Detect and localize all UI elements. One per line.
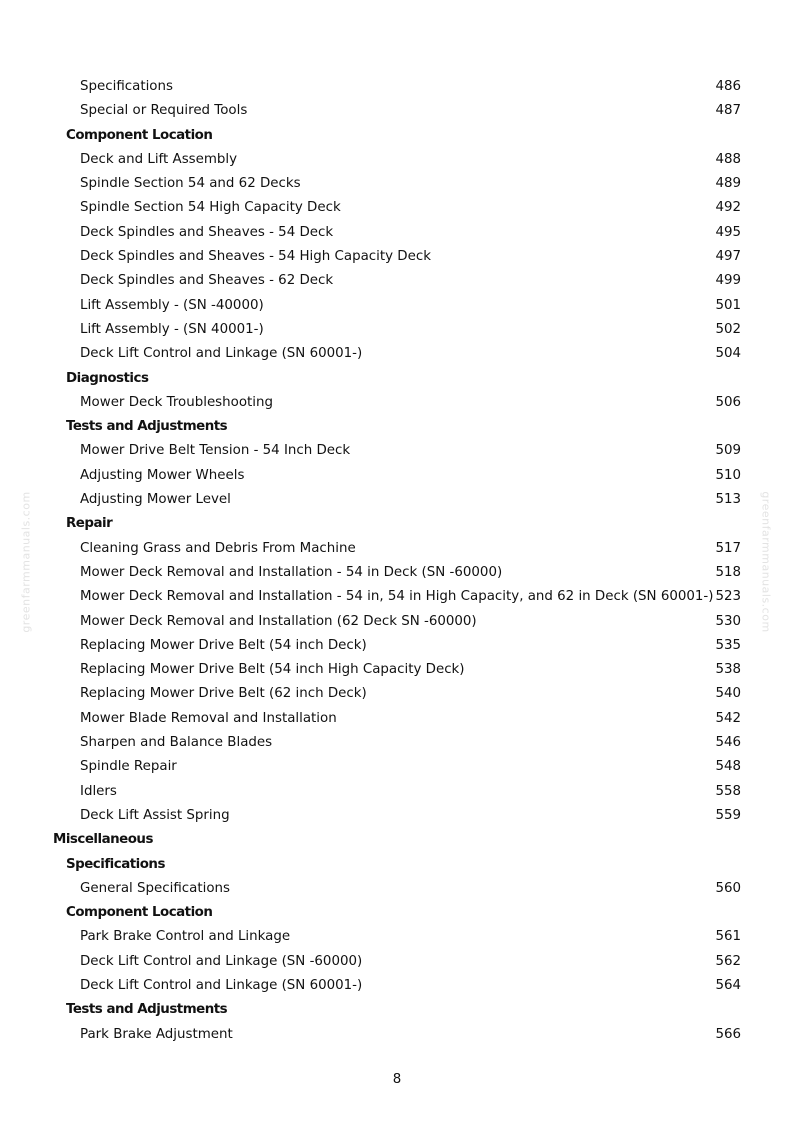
- toc-entry-title: Deck Lift Assist Spring: [80, 807, 230, 823]
- toc-entry[interactable]: [0, 196, 794, 220]
- toc-entry-title: Miscellaneous: [53, 832, 153, 848]
- toc-entry-page-number: 492: [715, 200, 741, 216]
- toc-entry[interactable]: [0, 342, 794, 366]
- toc-entry-title: Replacing Mower Drive Belt (54 inch High Capacity Deck): [80, 662, 465, 678]
- toc-entry-page-number: 501: [715, 297, 741, 313]
- toc-entry[interactable]: [0, 950, 794, 974]
- toc-entry-page-number: 566: [715, 1026, 741, 1042]
- toc-entry-title: Specifications: [80, 79, 173, 94]
- toc-subsection-heading: [0, 367, 794, 391]
- toc-entry[interactable]: [0, 755, 794, 779]
- toc-entry-title: Mower Deck Removal and Installation - 54 in, 54 in High Capacity, and 62 in Deck (SN 60001-): [80, 589, 714, 605]
- toc-entry-title: Special or Required Tools: [80, 103, 248, 119]
- toc-entry-page-number: 542: [715, 710, 741, 726]
- table-of-contents: [0, 75, 794, 1047]
- toc-entry-page-number: 502: [715, 321, 741, 337]
- toc-entry[interactable]: [0, 245, 794, 269]
- toc-entry[interactable]: [0, 634, 794, 658]
- toc-entry-page-number: 513: [715, 492, 741, 508]
- toc-entry[interactable]: [0, 925, 794, 949]
- toc-section-heading: [0, 828, 794, 852]
- toc-entry-page-number: 518: [715, 564, 741, 580]
- toc-entry[interactable]: [0, 269, 794, 293]
- toc-entry-page-number: 497: [715, 249, 741, 265]
- toc-entry[interactable]: [0, 464, 794, 488]
- toc-entry-page-number: 535: [715, 637, 741, 653]
- toc-entry[interactable]: [0, 682, 794, 706]
- toc-entry-title: Replacing Mower Drive Belt (62 inch Deck): [80, 686, 367, 702]
- toc-entry-page-number: 489: [715, 176, 741, 192]
- toc-subsection-heading: [0, 512, 794, 536]
- toc-entry-title: Mower Deck Removal and Installation (62 Deck SN -60000): [80, 613, 477, 629]
- toc-entry-title: Deck Lift Control and Linkage (SN 60001-): [80, 977, 363, 993]
- toc-entry-page-number: 510: [715, 467, 741, 483]
- toc-entry[interactable]: [0, 537, 794, 561]
- toc-entry-page-number: 509: [715, 443, 741, 459]
- toc-entry-page-number: 517: [715, 540, 741, 556]
- toc-entry-title: Tests and Adjustments: [66, 1002, 228, 1018]
- toc-entry[interactable]: [0, 439, 794, 463]
- toc-entry[interactable]: [0, 294, 794, 318]
- toc-entry-title: Repair: [66, 516, 113, 532]
- toc-subsection-heading: [0, 998, 794, 1022]
- toc-entry[interactable]: [0, 585, 794, 609]
- toc-entry-page-number: 523: [715, 589, 741, 605]
- toc-entry-page-number: 558: [715, 783, 741, 799]
- toc-subsection-heading: [0, 901, 794, 925]
- toc-entry-title: Adjusting Mower Wheels: [80, 467, 245, 483]
- toc-entry[interactable]: [0, 561, 794, 585]
- toc-entry-title: Deck Spindles and Sheaves - 54 High Capacity Deck: [80, 249, 431, 265]
- toc-entry-title: Deck Lift Control and Linkage (SN 60001-): [80, 346, 363, 362]
- toc-entry[interactable]: [0, 318, 794, 342]
- toc-entry-page-number: 564: [715, 977, 741, 993]
- toc-entry-title: Replacing Mower Drive Belt (54 inch Deck): [80, 637, 367, 653]
- toc-entry-page-number: 495: [715, 224, 741, 240]
- toc-entry-title: Lift Assembly - (SN -40000): [80, 297, 264, 313]
- toc-entry-title: Spindle Repair: [80, 759, 177, 775]
- toc-entry[interactable]: [0, 391, 794, 415]
- toc-entry-title: Deck and Lift Assembly: [80, 151, 238, 167]
- toc-entry[interactable]: [0, 877, 794, 901]
- toc-entry[interactable]: [0, 99, 794, 123]
- toc-entry-page-number: 561: [715, 929, 741, 945]
- toc-entry-title: Park Brake Adjustment: [80, 1026, 233, 1042]
- toc-entry[interactable]: [0, 172, 794, 196]
- toc-entry-page-number: 499: [715, 273, 741, 289]
- toc-entry-page-number: 540: [715, 686, 741, 702]
- toc-entry[interactable]: [0, 75, 794, 99]
- toc-entry-title: Mower Deck Removal and Installation - 54 in Deck (SN -60000): [80, 564, 503, 580]
- toc-entry-title: Mower Drive Belt Tension - 54 Inch Deck: [80, 443, 351, 459]
- toc-entry-page-number: 487: [715, 103, 741, 119]
- toc-entry-title: Park Brake Control and Linkage: [80, 929, 291, 945]
- toc-entry-title: Lift Assembly - (SN 40001-): [80, 321, 264, 337]
- toc-entry[interactable]: [0, 707, 794, 731]
- toc-entry-page-number: 486: [715, 79, 741, 94]
- toc-subsection-heading: [0, 853, 794, 877]
- toc-entry-title: Component Location: [66, 127, 213, 143]
- toc-entry-title: Deck Spindles and Sheaves - 62 Deck: [80, 273, 334, 289]
- toc-entry[interactable]: [0, 610, 794, 634]
- toc-entry-title: Cleaning Grass and Debris From Machine: [80, 540, 356, 556]
- toc-entry-title: Spindle Section 54 and 62 Decks: [80, 176, 301, 192]
- toc-entry[interactable]: [0, 148, 794, 172]
- toc-entry-title: Mower Deck Troubleshooting: [80, 394, 273, 410]
- toc-entry-title: Specifications: [66, 856, 165, 872]
- toc-entry-title: Spindle Section 54 High Capacity Deck: [80, 200, 341, 216]
- toc-entry[interactable]: [0, 1023, 794, 1047]
- toc-entry-title: Idlers: [80, 783, 117, 799]
- toc-entry-title: Adjusting Mower Level: [80, 492, 231, 508]
- toc-entry-title: General Specifications: [80, 880, 230, 896]
- toc-entry-page-number: 530: [715, 613, 741, 629]
- toc-entry-title: Deck Spindles and Sheaves - 54 Deck: [80, 224, 334, 240]
- toc-entry-title: Deck Lift Control and Linkage (SN -60000): [80, 953, 363, 969]
- watermark-left: greenfarmmanuals.com: [19, 491, 33, 633]
- toc-entry[interactable]: [0, 780, 794, 804]
- toc-entry-page-number: 559: [715, 807, 741, 823]
- toc-entry-title: Diagnostics: [66, 370, 149, 386]
- toc-entry-title: Mower Blade Removal and Installation: [80, 710, 337, 726]
- toc-subsection-heading: [0, 415, 794, 439]
- toc-entry-page-number: 504: [715, 346, 741, 362]
- toc-entry-page-number: 546: [715, 735, 741, 751]
- toc-subsection-heading: [0, 124, 794, 148]
- watermark-right: greenfarmmanuals.com: [759, 491, 773, 633]
- toc-entry[interactable]: [0, 221, 794, 245]
- toc-entry-page-number: 488: [715, 151, 741, 167]
- toc-entry-title: Component Location: [66, 905, 213, 921]
- toc-entry-page-number: 506: [715, 394, 741, 410]
- toc-entry[interactable]: [0, 804, 794, 828]
- toc-entry[interactable]: [0, 488, 794, 512]
- toc-entry-title: Sharpen and Balance Blades: [80, 735, 273, 751]
- toc-entry-page-number: 560: [715, 880, 741, 896]
- toc-entry[interactable]: [0, 731, 794, 755]
- toc-entry[interactable]: [0, 974, 794, 998]
- toc-entry-page-number: 548: [715, 759, 741, 775]
- toc-entry-page-number: 562: [715, 953, 741, 969]
- toc-entry-title: Tests and Adjustments: [66, 419, 228, 435]
- toc-entry[interactable]: [0, 658, 794, 682]
- page-number: 8: [392, 1072, 402, 1087]
- toc-entry-page-number: 538: [715, 662, 741, 678]
